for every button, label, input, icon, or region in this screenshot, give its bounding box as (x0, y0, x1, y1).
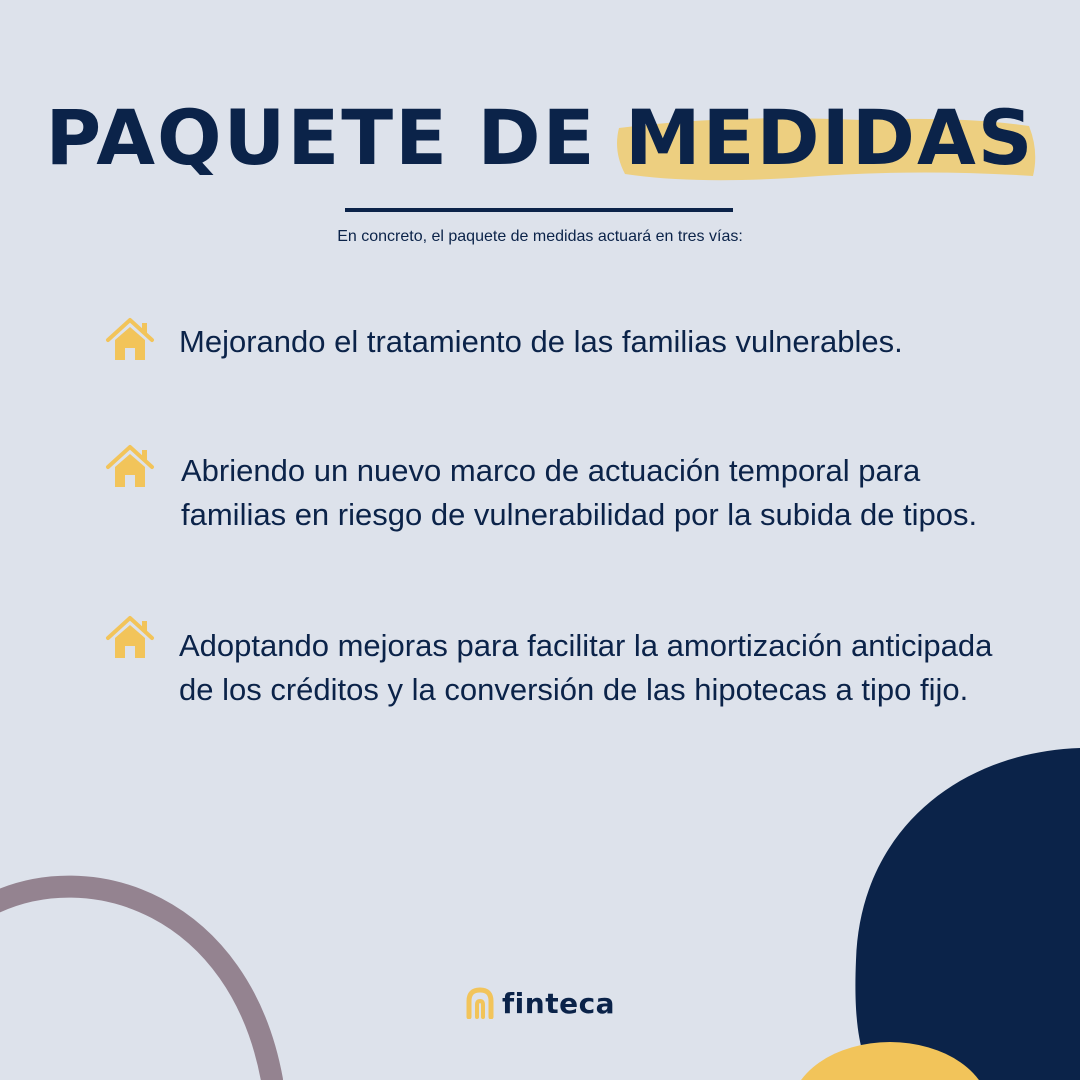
title-divider (345, 208, 733, 212)
house-icon (104, 443, 156, 491)
list-item-text: Abriendo un nuevo marco de actuación temporal para familias en riesgo de vulnerabilidad por la subida de tipos. (181, 453, 978, 532)
brand-logo (466, 983, 615, 1023)
title-highlight (624, 93, 1035, 182)
title-part-2: MEDIDAS (624, 93, 1035, 182)
list-item-text: Mejorando el tratamiento de las familias vulnerables. (179, 324, 903, 359)
list-item-text: Adoptando mejoras para facilitar la amortización anticipada de los créditos y la conversión de las hipotecas a tipo fijo. (179, 628, 993, 707)
mauve-arc-decoration (0, 887, 272, 1080)
title-part-1: PAQUETE DE (45, 93, 597, 182)
subtitle: En concreto, el paquete de medidas actuará en tres vías: (337, 228, 743, 245)
brand-name: finteca (502, 986, 616, 1020)
page-title (0, 93, 1080, 182)
house-icon (104, 316, 156, 364)
finteca-logo-icon (466, 987, 494, 1019)
house-icon (104, 614, 156, 662)
navy-blob-decoration (855, 748, 1080, 1080)
